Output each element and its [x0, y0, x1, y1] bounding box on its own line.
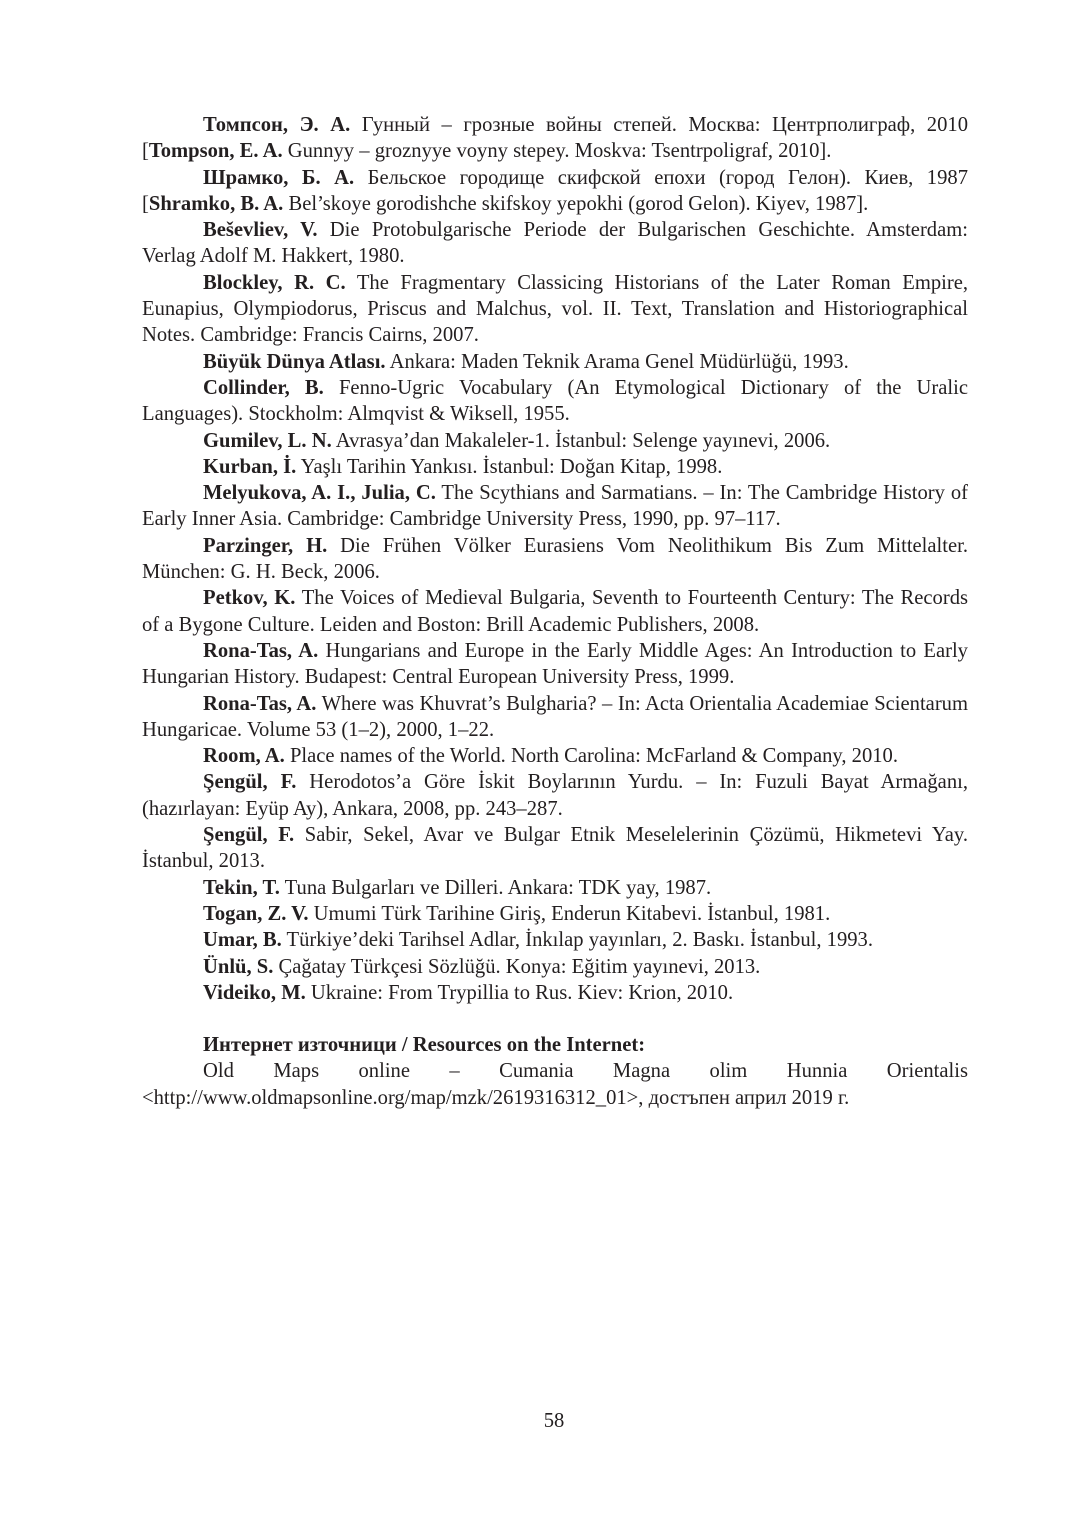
- reference-text-transliterated: Gunnyy – groznyye voyny stepey. Moskva: Tsentrpoligraf, 2010].: [282, 140, 832, 163]
- reference-text: Sabir, Sekel, Avar ve Bulgar Etnik Meselelerinin Çözümü, Hikmetevi Yay. İstanbul, 2013.: [142, 824, 968, 873]
- reference-author: Kurban, İ.: [203, 455, 297, 478]
- reference-entry: [142, 480, 968, 533]
- reference-author: Togan, Z. V.: [203, 902, 309, 925]
- reference-entry: [142, 638, 968, 691]
- reference-text: Hungarians and Europe in the Early Middle Ages: An Introduction to Early Hungarian History. Budapest: Central European University Press, 1999.: [142, 639, 968, 689]
- reference-text: Umumi Türk Tarihine Giriş, Enderun Kitabevi. İstanbul, 1981.: [308, 902, 831, 925]
- reference-entry: [142, 217, 968, 270]
- reference-text: Place names of the World. North Carolina: McFarland & Company, 2010.: [284, 745, 898, 768]
- reference-text: The Scythians and Sarmatians. – In: The Cambridge History of Early Inner Asia. Cambridge: Cambridge University Press, 1990, pp. 97–117.: [142, 482, 968, 531]
- reference-text: Türkiye’deki Tarihsel Adlar, İnkılap yayınları, 2. Baskı. İstanbul, 1993.: [281, 929, 873, 952]
- reference-author: Şengül, F.: [203, 824, 295, 847]
- reference-text: Herodotos’a Göre İskit Boylarının Yurdu. – In: Fuzuli Bayat Armağanı, (hazırlayan: Eyüp Ay), Ankara, 2008, pp. 243–287.: [142, 771, 968, 820]
- internet-resource-entry: Old Maps online – Cumania Magna olim Hunnia Orientalis <http://www.oldmapsonline.org/map/mzk/2619316312_01>, достъпен април 2019 г.: [142, 1060, 968, 1109]
- reference-entry: [142, 769, 968, 822]
- reference-text: Ukraine: From Trypillia to Rus. Kiev: Krion, 2010.: [305, 981, 734, 1004]
- reference-list: [142, 112, 968, 1006]
- reference-text: Ankara: Maden Teknik Arama Genel Müdürlüğü, 1993.: [385, 350, 849, 373]
- reference-text: Where was Khuvrat’s Bulgharia? – In: Acta Orientalia Academiae Scientarum Hungaricae. Volume 53 (1–2), 2000, 1–22.: [142, 692, 968, 741]
- reference-entry: [142, 901, 968, 927]
- reference-author: Beševliev, V.: [203, 219, 318, 242]
- reference-text: Гунный – грозные войны степей. Москва: Центрполиграф, 2010 [: [142, 114, 968, 163]
- reference-entry: [142, 743, 968, 769]
- reference-entry: [142, 112, 968, 165]
- reference-author: Rona-Tas, A.: [203, 639, 319, 662]
- reference-entry: [142, 428, 968, 454]
- reference-author: Ünlü, S.: [203, 955, 274, 978]
- reference-entry: [142, 349, 968, 375]
- reference-author: Parzinger, H.: [203, 534, 328, 557]
- reference-author: Collinder, B.: [203, 376, 324, 399]
- reference-text: Fenno-Ugric Vocabulary (An Etymological Dictionary of the Uralic Languages). Stockholm: Almqvist & Wiksell, 1955.: [142, 376, 968, 426]
- reference-author: Büyük Dünya Atlası.: [203, 350, 386, 373]
- reference-author: Şengül, F.: [203, 771, 297, 794]
- page-body: [142, 112, 968, 1111]
- reference-entry: [142, 875, 968, 901]
- reference-author: Томпсон, Э. А.: [203, 114, 351, 136]
- reference-text-transliterated: Bel’skoye gorodishche skifskoy yepokhi (gorod Gelon). Kiyev, 1987].: [283, 192, 869, 215]
- reference-entry: [142, 585, 968, 638]
- reference-author: Room, A.: [203, 745, 285, 768]
- reference-author: Шрамко, Б. А.: [203, 166, 355, 189]
- reference-entry: [142, 927, 968, 953]
- reference-author: Petkov, K.: [203, 587, 296, 610]
- internet-resources-heading: Интернет източници / Resources on the Internet:: [203, 1034, 646, 1057]
- reference-author: Tekin, T.: [203, 876, 280, 899]
- reference-entry: [142, 270, 968, 349]
- reference-author: Umar, B.: [203, 929, 282, 952]
- reference-author: Rona-Tas, A.: [203, 692, 317, 715]
- reference-author: Gumilev, L. N.: [203, 429, 332, 452]
- reference-author: Blockley, R. C.: [203, 271, 346, 294]
- reference-author-transliterated: Shramko, B. A.: [148, 192, 284, 215]
- reference-entry: [142, 954, 968, 980]
- reference-author: Videiko, M.: [203, 981, 306, 1004]
- reference-author: Melyukova, A. I., Julia, C.: [203, 482, 436, 505]
- reference-text: Tuna Bulgarları ve Dilleri. Ankara: TDK yay, 1987.: [279, 876, 712, 899]
- reference-entry: [142, 375, 968, 428]
- reference-text: Çağatay Türkçesi Sözlüğü. Konya: Eğitim yayınevi, 2013.: [273, 955, 761, 978]
- reference-text: The Fragmentary Classicing Historians of the Later Roman Empire, Eunapius, Olympiodorus, Priscus and Malchus, vol. II. Text, Translation and Historiographical Notes. Cambridge: Francis Cairns, 2007.: [142, 271, 968, 347]
- reference-entry: [142, 822, 968, 875]
- reference-entry: [142, 165, 968, 218]
- reference-entry: [142, 533, 968, 586]
- reference-entry: [142, 980, 968, 1006]
- reference-text: Die Protobulgarische Periode der Bulgarischen Geschichte. Amsterdam: Verlag Adolf M. Hakkert, 1980.: [142, 219, 968, 268]
- reference-entry: [142, 691, 968, 744]
- reference-text: Yaşlı Tarihin Yankısı. İstanbul: Doğan Kitap, 1998.: [296, 455, 723, 478]
- reference-text: Avrasya’dan Makaleler-1. İstanbul: Selenge yayınevi, 2006.: [331, 429, 831, 452]
- reference-text: Die Frühen Völker Eurasiens Vom Neolithikum Bis Zum Mittelalter. München: G. H. Beck, 2006.: [142, 534, 968, 584]
- reference-author-transliterated: Tompson, E. A.: [148, 140, 283, 163]
- reference-text: Бельское городище скифской епохи (город Гелон). Киев, 1987 [: [142, 166, 968, 215]
- reference-entry: [142, 454, 968, 480]
- reference-text: The Voices of Medieval Bulgaria, Seventh to Fourteenth Century: The Records of a Bygone Culture. Leiden and Boston: Brill Academic Publishers, 2008.: [142, 587, 968, 636]
- page-number: 58: [543, 1410, 565, 1432]
